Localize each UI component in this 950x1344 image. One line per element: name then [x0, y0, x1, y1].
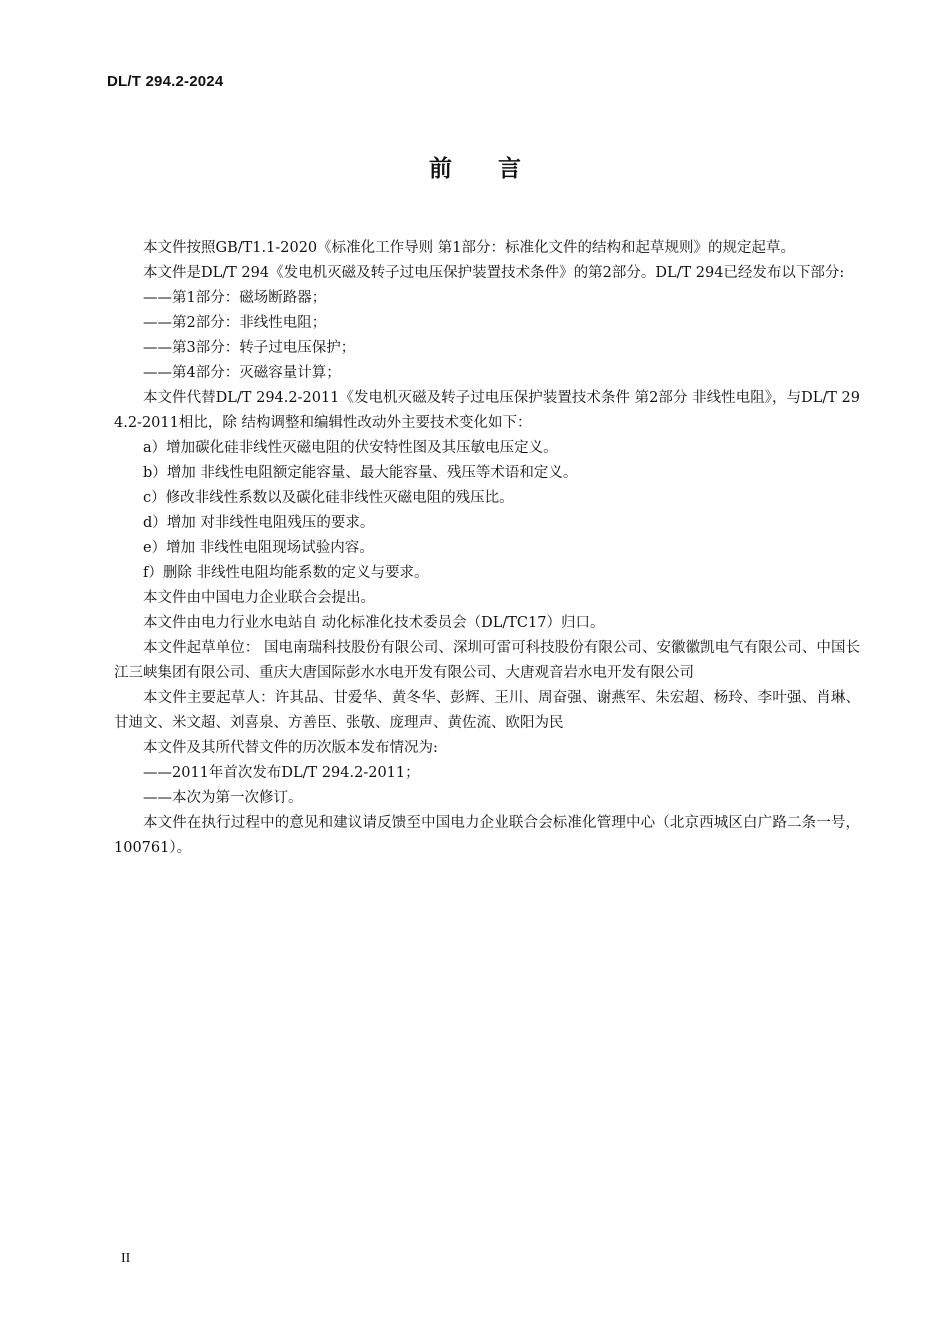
paragraph: 本文件在执行过程中的意见和建议请反馈至中国电力企业联合会标准化管理中心（北京西城区白广路二条一号，100761）。	[114, 815, 860, 856]
paragraph: 本文件代替DL/T 294.2-2011《发电机灭磁及转子过电压保护装置技术条件 第2部分 非线性电阻》，与DL/T 294.2-2011相比，除 结构调整和编辑性改动外主要技术变化如下：	[114, 390, 860, 431]
list-item: d）增加 对非线性电阻残压的要求。	[143, 515, 375, 531]
paragraph: 本文件按照GB/T1.1-2020《标准化工作导则 第1部分：标准化文件的结构和起草规则》的规定起草。	[143, 240, 795, 256]
list-item: ——2011年首次发布DL/T 294.2-2011；	[143, 765, 420, 781]
paragraph: 本文件由电力行业水电站自 动化标准化技术委员会（DL/TC17）归口。	[143, 615, 605, 631]
foreword-body	[114, 236, 860, 861]
title-char-2: 言	[498, 156, 521, 182]
paragraph: 本文件及其所代替文件的历次版本发布情况为:	[143, 740, 438, 756]
list-item: a）增加碳化硅非线性灭磁电阻的伏安特性图及其压敏电压定义。	[143, 440, 558, 456]
list-item: c）修改非线性系数以及碳化硅非线性灭磁电阻的残压比。	[143, 490, 514, 506]
list-item: f）删除 非线性电阻均能系数的定义与要求。	[143, 565, 429, 581]
list-item: ——第4部分：灭磁容量计算；	[143, 365, 341, 381]
paragraph: 本文件是DL/T 294《发电机灭磁及转子过电压保护装置技术条件》的第2部分。DL/T 294已经发布以下部分:	[143, 265, 845, 281]
paragraph: 本文件起草单位： 国电南瑞科技股份有限公司、深圳可雷可科技股份有限公司、安徽徽凯电气有限公司、中国长江三峡集团有限公司、重庆大唐国际彭水水电开发有限公司、大唐观音岩水电开发有限公司	[114, 640, 860, 681]
list-item: e）增加 非线性电阻现场试验内容。	[143, 540, 374, 556]
page-title	[0, 150, 950, 183]
list-item: b）增加 非线性电阻额定能容量、最大能容量、残压等术语和定义。	[143, 465, 578, 481]
list-item: ——第1部分：磁场断路器；	[143, 290, 327, 306]
list-item: ——第3部分：转子过电压保护；	[143, 340, 356, 356]
paragraph: 本文件由中国电力企业联合会提出。	[143, 590, 375, 606]
paragraph: 本文件主要起草人：许其品、甘爱华、黄冬华、彭辉、王川、周奋强、谢燕军、朱宏超、杨玲、李叶强、肖琳、甘迪文、米文超、刘喜泉、方善臣、张敬、庞理声、黄佐流、欧阳为民	[114, 690, 860, 731]
list-item: ——第2部分：非线性电阻；	[143, 315, 327, 331]
standard-code: DL/T 294.2-2024	[107, 73, 224, 90]
page-number: II	[121, 1251, 131, 1266]
title-char-1: 前	[429, 156, 452, 182]
list-item: ——本次为第一次修订。	[143, 790, 303, 806]
